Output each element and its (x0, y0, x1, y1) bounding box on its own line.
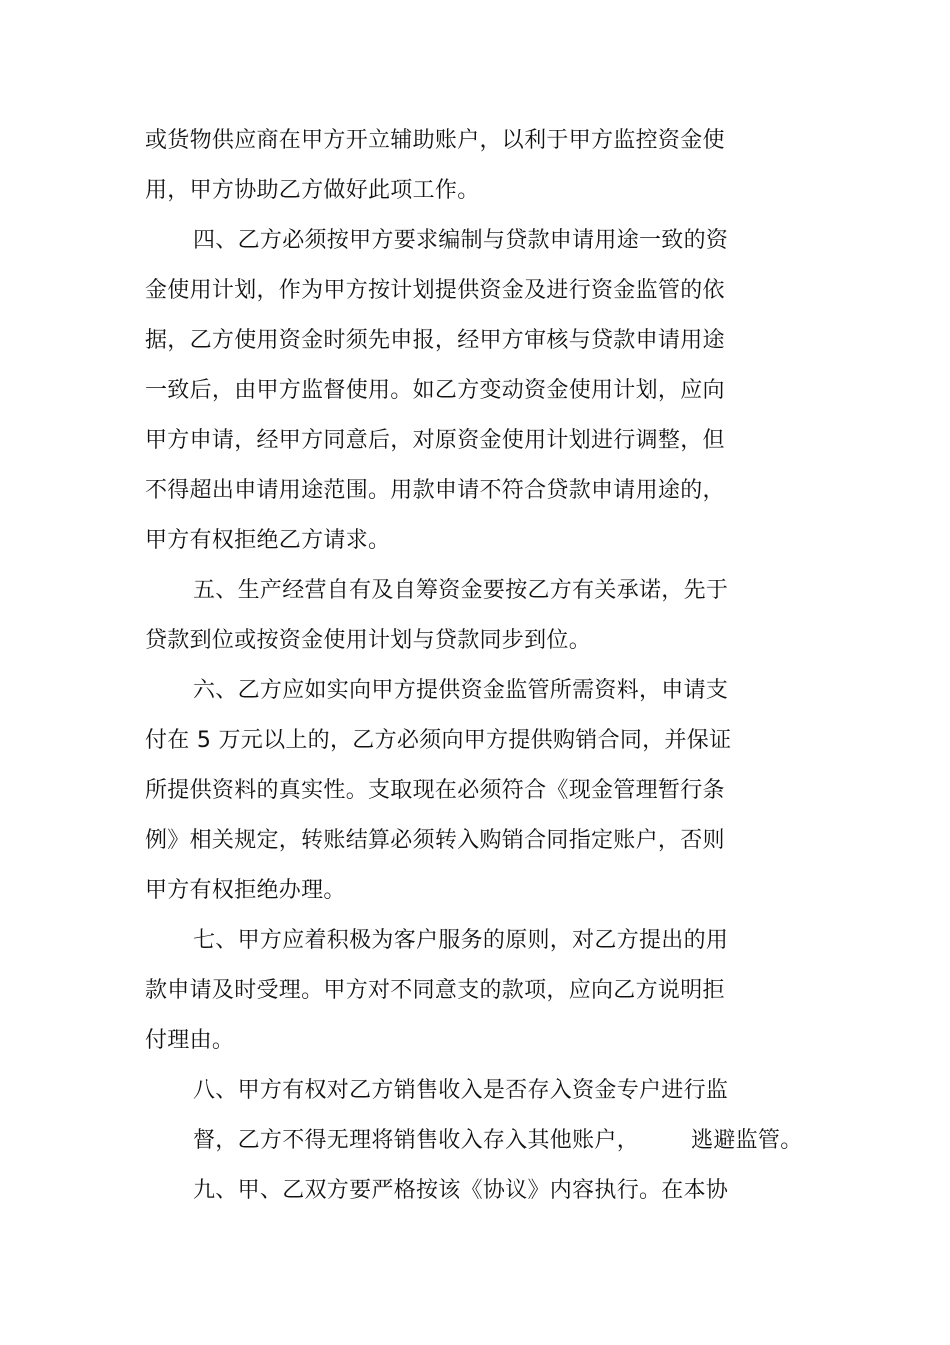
paragraph-line: 金使用计划，作为甲方按计划提供资金及进行资金监管的依 (145, 278, 725, 303)
paragraph-line: 不得超出申请用途范围。用款申请不符合贷款申请用途的， (145, 478, 725, 503)
paragraph-line: 七、甲方应着积极为客户服务的原则，对乙方提出的用 (193, 928, 729, 953)
paragraph-line: 五、生产经营自有及自筹资金要按乙方有关承诺，先于 (193, 578, 729, 603)
paragraph-line: 甲方有权拒绝乙方请求。 (145, 528, 391, 553)
paragraph-line-part: 督，乙方不得无理将销售收入存入其他账户， (193, 1128, 640, 1153)
paragraph-line: 八、甲方有权对乙方销售收入是否存入资金专户进行监 (193, 1078, 729, 1103)
paragraph-line: 甲方有权拒绝办理。 (145, 878, 346, 903)
paragraph-line: 四、乙方必须按甲方要求编制与贷款申请用途一致的资 (193, 228, 729, 253)
paragraph-line (193, 1126, 803, 1156)
paragraph-line: 据，乙方使用资金时须先申报，经甲方审核与贷款申请用途 (145, 328, 725, 353)
paragraph-line: 六、乙方应如实向甲方提供资金监管所需资料，申请支 (193, 678, 729, 703)
paragraph-line: 所提供资料的真实性。支取现在必须符合《现金管理暂行条 (145, 778, 725, 803)
paragraph-line: 用，甲方协助乙方做好此项工作。 (145, 178, 480, 203)
paragraph-line: 例》相关规定，转账结算必须转入购销合同指定账户，否则 (145, 828, 725, 853)
paragraph-line: 或货物供应商在甲方开立辅助账户，以利于甲方监控资金使 (145, 128, 725, 153)
paragraph-line-part: 逃避监管。 (691, 1128, 803, 1153)
paragraph-line: 九、甲、乙双方要严格按该《协议》内容执行。在本协 (193, 1178, 729, 1203)
paragraph-line: 甲方申请，经甲方同意后，对原资金使用计划进行调整，但 (145, 428, 725, 453)
paragraph-line: 付在 5 万元以上的，乙方必须向甲方提供购销合同，并保证 (145, 728, 732, 753)
paragraph-line: 款申请及时受理。甲方对不同意支的款项，应向乙方说明拒 (145, 978, 725, 1003)
paragraph-line: 贷款到位或按资金使用计划与贷款同步到位。 (145, 628, 592, 653)
paragraph-line: 付理由。 (145, 1028, 235, 1053)
paragraph-line: 一致后，由甲方监督使用。如乙方变动资金使用计划，应向 (145, 378, 725, 403)
